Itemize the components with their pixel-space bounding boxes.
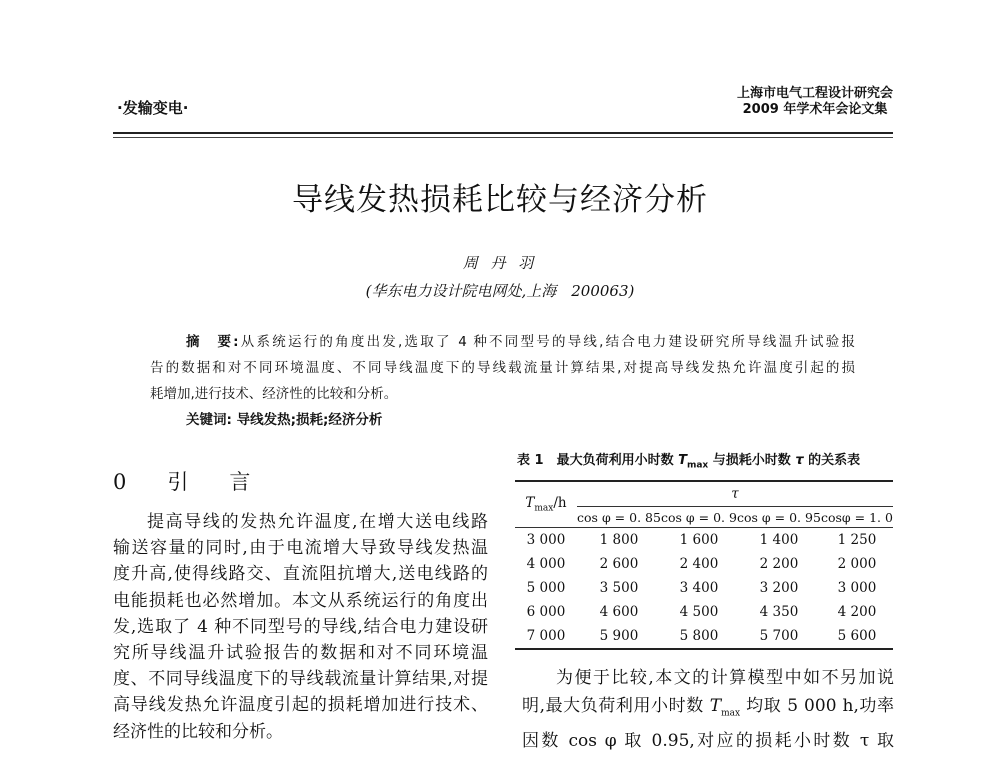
table-1 <box>515 480 893 650</box>
table-cell: 2 200 <box>759 556 799 572</box>
body-line: 因数 cos φ 取 0.95,对应的损耗小时数 τ 取 <box>522 731 894 752</box>
table-row <box>515 600 893 624</box>
table-cell: 1 400 <box>759 532 799 548</box>
table-cell: 3 200 <box>759 580 799 596</box>
abstract <box>150 329 855 433</box>
table-cell: 1 250 <box>837 532 877 548</box>
running-header-publisher <box>737 86 893 118</box>
table-cell: 4 200 <box>837 604 877 620</box>
column-header: cos φ = 0. 85 <box>577 507 661 528</box>
table-cell: 2 600 <box>599 556 639 572</box>
abstract-label: 摘 要: <box>186 334 239 350</box>
table-cell: 4 350 <box>759 604 799 620</box>
body-line: 为便于比较,本文的计算模型中如不另加说 <box>556 668 894 688</box>
table-cell: 3 500 <box>599 580 639 596</box>
publisher-line-2: 2009 年学术年会论文集 <box>742 102 888 117</box>
table-cell: 5 600 <box>821 624 893 649</box>
table-cell: 6 000 <box>526 604 566 620</box>
publisher-line-1: 上海市电气工程设计研究会 <box>736 86 893 101</box>
body-line: 发,选取了 4 种不同型号的导线,结合电力建设研 <box>113 616 488 637</box>
column-header: cos φ = 0. 9 <box>661 507 737 528</box>
table-cell: 2 000 <box>837 556 877 572</box>
column-header: cosφ = 1. 0 <box>821 507 893 528</box>
keywords <box>150 407 855 433</box>
abstract-line: 摘 要:从系统运行的角度出发,选取了 4 种不同型号的导线,结合电力建设研究所导线温升试验报 <box>186 334 855 350</box>
table-cell: 4 500 <box>679 604 719 620</box>
running-header-section: ·发输变电· <box>117 99 189 117</box>
table-cell: 4 000 <box>526 556 566 572</box>
body-line: 电能损耗也必然增加。本文从系统运行的角度出 <box>113 590 488 611</box>
table-cell: 3 000 <box>837 580 877 596</box>
column-header: cos φ = 0. 95 <box>737 507 821 528</box>
table-row <box>515 528 893 553</box>
section-heading: 0 引 言 <box>113 470 261 494</box>
left-column-body <box>113 509 488 745</box>
table-cell: 1 600 <box>679 532 719 548</box>
table-header-row <box>515 481 893 507</box>
body-line: 度、不同导线温度下的导线载流量计算结果,对提 <box>113 669 488 690</box>
table-cell: 4 600 <box>599 604 639 620</box>
paper-title: 导线发热损耗比较与经济分析 <box>292 182 708 218</box>
row-header-cell: $T_{max}/h$ <box>515 481 577 528</box>
table-cell: 5 800 <box>661 624 737 649</box>
table-cell: 2 400 <box>679 556 719 572</box>
body-line: 度升高,使得线路交、直流阻抗增大,送电线路的 <box>113 564 488 585</box>
table-cell: 1 800 <box>599 532 639 548</box>
body-line: 究所导线温升试验报告的数据和对不同环境温 <box>113 643 488 664</box>
table-cell: 5 900 <box>577 624 661 649</box>
body-line: 输送容量的同时,由于电流增大导致导线发热温 <box>113 538 488 559</box>
keywords-label: 关键词: <box>186 412 232 428</box>
body-line: 高导线发热允许温度引起的损耗增加进行技术、 <box>113 695 488 716</box>
abstract-line: 告的数据和对不同环境温度、不同导线温度下的导线载流量计算结果,对提高导线发热允许温度引起的损 <box>150 360 855 376</box>
table-cell: 5 000 <box>526 580 566 596</box>
body-line: 经济性的比较和分析。 <box>113 721 283 742</box>
table-row <box>515 576 893 600</box>
keywords-text: 导线发热;损耗;经济分析 <box>236 412 383 428</box>
body-line: 提高导线的发热允许温度,在增大送电线路 <box>147 512 488 532</box>
table-cell: 3 000 <box>526 532 566 548</box>
author: 周 丹 羽 <box>462 254 538 272</box>
table-row <box>515 552 893 576</box>
table-row <box>515 624 893 649</box>
table-caption: 表 1 最大负荷利用小时数 $T_{max}$ 与损耗小时数 τ 的关系表 <box>517 453 861 471</box>
table-cell: 5 700 <box>737 624 821 649</box>
abstract-line: 耗增加,进行技术、经济性的比较和分析。 <box>150 386 398 402</box>
header-rule <box>113 132 893 138</box>
right-column-body <box>522 664 894 755</box>
table-cell: 3 400 <box>679 580 719 596</box>
body-line: 明,最大负荷利用小时数 $T_{max}$ 均取 5 000 h,功率 <box>522 696 895 719</box>
group-header-cell: τ <box>577 481 893 507</box>
table-cell: 7 000 <box>515 624 577 649</box>
affiliation: (华东电力设计院电网处,上海 200063) <box>365 282 635 300</box>
